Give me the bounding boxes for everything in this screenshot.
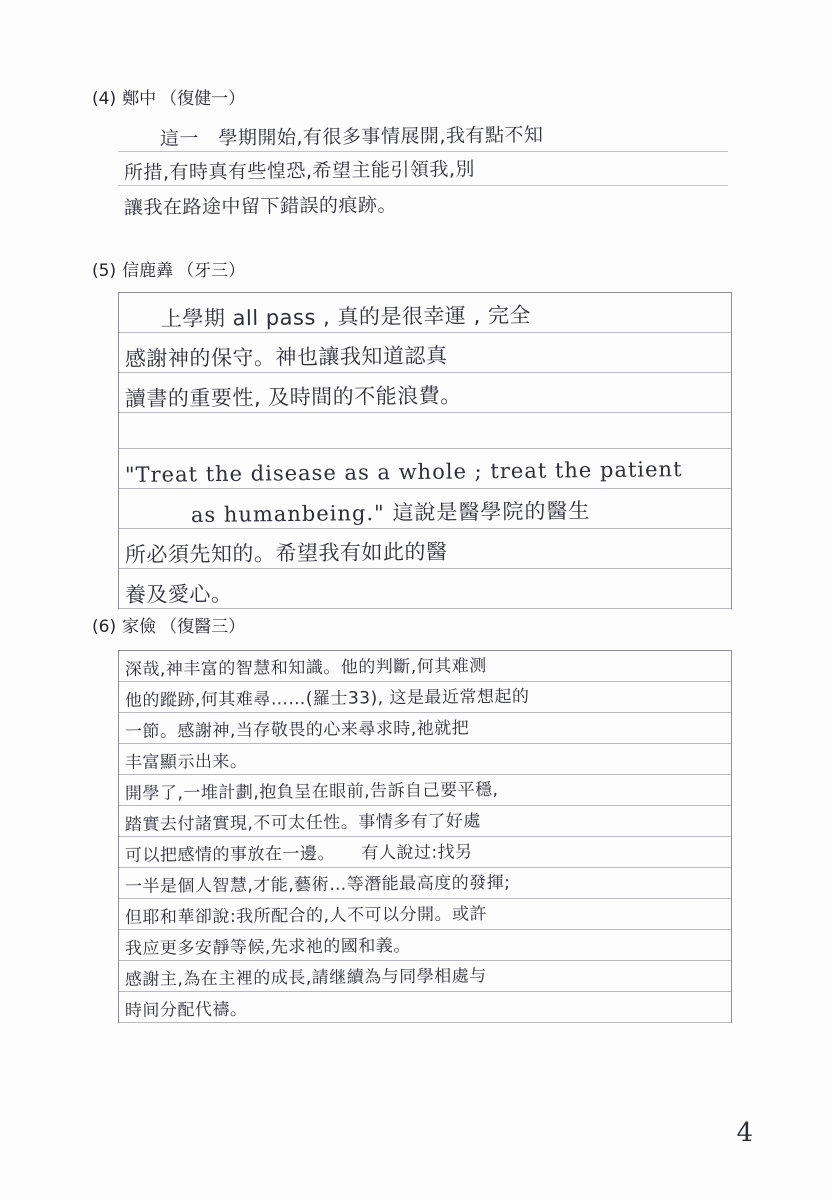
line-text: 踏實去付諸實現,不可太任性。事情多有了好處 — [124, 811, 481, 835]
handwritten-line — [119, 651, 731, 682]
line-text: 讀書的重要性, 及時間的不能浪費。 — [124, 383, 462, 411]
line-text: as humanbeing." 這說是醫學院的醫生 — [190, 498, 591, 527]
entry-group: （復醫三） — [160, 617, 246, 637]
handwritten-line — [119, 744, 731, 775]
handwritten-line — [119, 713, 731, 744]
entry-name: 家儉 — [122, 617, 157, 637]
line-text: 丰富顯示出来。 — [124, 751, 248, 773]
handwritten-line-blank — [119, 413, 731, 449]
handwritten-line — [119, 806, 731, 837]
line-text: 讓我在路途中留下錯誤的痕跡。 — [123, 194, 398, 219]
handwritten-line — [119, 837, 731, 868]
handwritten-line — [118, 118, 728, 152]
line-text: 感謝神的保守。神也讓我知道認真 — [124, 343, 448, 371]
entry-group: （牙三） — [177, 261, 246, 281]
handwritten-line — [119, 992, 731, 1023]
entry-number: (5) — [92, 261, 117, 281]
handwritten-line — [119, 333, 731, 373]
line-text: 他的蹤跡,何其难尋……(羅士33), 这是最近常想起的 — [124, 686, 530, 711]
entry-group: （復健一） — [160, 89, 246, 109]
line-text: 一節。感謝神,当存敬畏的心来尋求時,祂就把 — [124, 718, 470, 742]
entry-number: (6) — [92, 617, 117, 637]
handwritten-line — [119, 373, 731, 413]
entry-body-5 — [118, 292, 732, 609]
handwritten-line — [119, 899, 731, 930]
handwritten-line — [119, 775, 731, 806]
page-number: 4 — [736, 1118, 753, 1148]
line-text: 所措,有時真有些惶恐,希望主能引領我,別 — [123, 158, 476, 184]
line-text: 開學了,一堆計劃,抱負呈在眼前,告訴自己要平穩, — [124, 780, 499, 804]
line-text: "Treat the disease as a whole ; treat the patient — [124, 457, 683, 487]
handwritten-line — [119, 569, 731, 609]
entry-heading-6 — [92, 612, 245, 637]
entry-heading-5 — [92, 256, 245, 281]
handwritten-line — [119, 293, 731, 333]
line-text: 可以把感情的事放在一邊。 有人說过:找另 — [124, 842, 473, 866]
entry-number: (4) — [92, 89, 117, 109]
handwritten-line — [118, 186, 728, 220]
handwritten-line — [119, 961, 731, 992]
handwritten-line — [119, 682, 731, 713]
line-text: 這一 學期開始,有很多事情展開,我有點不知 — [159, 123, 544, 150]
entry-name: 信鹿羴 — [122, 261, 174, 281]
line-text: 上學期 all pass , 真的是很幸運 , 完全 — [160, 303, 532, 331]
entry-name: 鄭中 — [122, 89, 157, 109]
line-text: 深哉,神丰富的智慧和知識。他的判斷,何其难测 — [124, 656, 487, 680]
entry-body-6 — [118, 650, 732, 1023]
line-text: 一半是個人智慧,才能,藝術…等潛能最高度的發揮; — [124, 872, 511, 897]
handwritten-line — [119, 449, 731, 489]
entry-body-4 — [118, 118, 728, 220]
line-text: 時间分配代禱。 — [124, 999, 248, 1021]
line-text: 但耶和華卻說:我所配合的,人不可以分開。或許 — [124, 904, 488, 928]
entry-heading-4 — [92, 84, 245, 109]
handwritten-line — [119, 868, 731, 899]
line-text: 我应更多安靜等候,先求祂的國和義。 — [124, 936, 411, 959]
handwritten-line — [119, 529, 731, 569]
handwritten-line — [118, 152, 728, 186]
line-text: 感謝主,為在主裡的成長,請继續為与同學相處与 — [124, 966, 487, 990]
handwritten-line — [119, 489, 731, 529]
line-text: 所必須先知的。希望我有如此的醫 — [124, 539, 448, 567]
handwritten-line — [119, 930, 731, 961]
line-text: 養及愛心。 — [124, 581, 233, 607]
